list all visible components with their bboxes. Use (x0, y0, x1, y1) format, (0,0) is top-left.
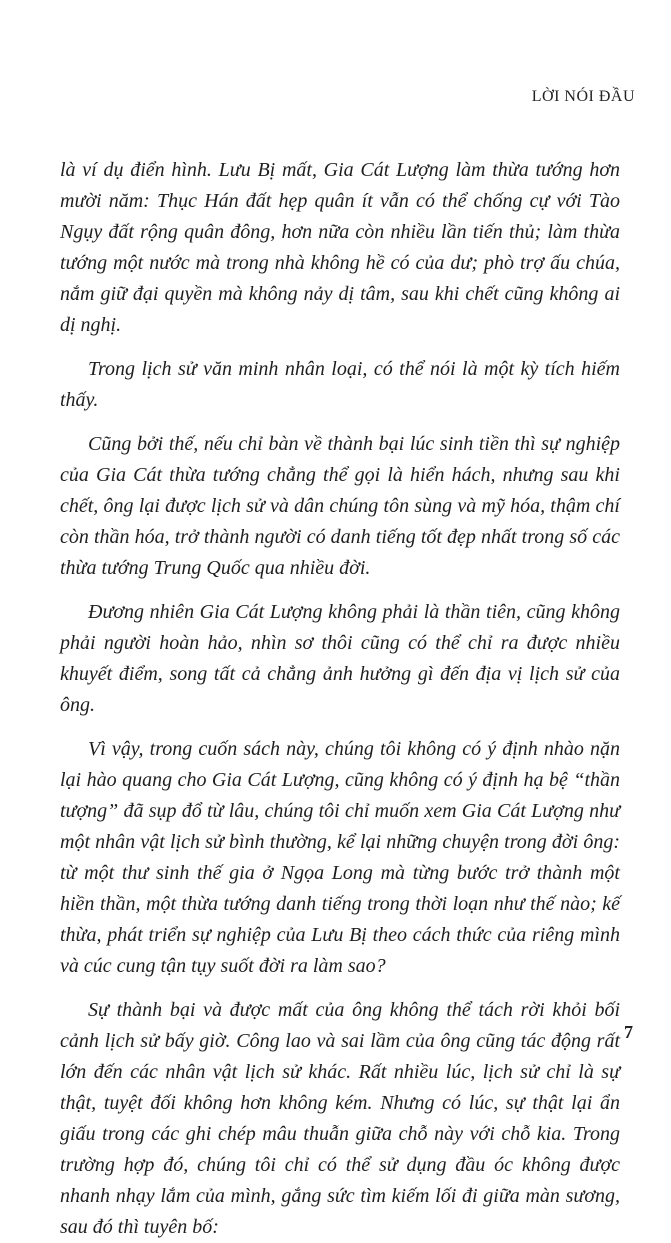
paragraph: Cũng bởi thế, nếu chỉ bàn về thành bại lúc sinh tiền thì sự nghiệp của Gia Cát thừa tướng chẳng thể gọi là hiển hách, nhưng sau khi chết, ông lại được lịch sử và dân chúng tôn sùng và mỹ hóa, thậm chí còn thần hóa, trở thành người có danh tiếng tốt đẹp nhất trong số các thừa tướng Trung Quốc qua nhiều đời. (60, 433, 620, 579)
paragraph: Đương nhiên Gia Cát Lượng không phải là thần tiên, cũng không phải người hoàn hảo, nhìn sơ thôi cũng có thể chỉ ra được nhiều khuyết điểm, song tất cả chẳng ảnh hưởng gì đến địa vị lịch sử của ông. (60, 601, 620, 716)
paragraph: Sự thành bại và được mất của ông không thể tách rời khỏi bối cảnh lịch sử bấy giờ. Công lao và sai lầm của ông cũng tác động rất lớn đến các nhân vật lịch sử khác. Rất nhiều lúc, lịch sử chỉ là sự thật, tuyệt đối không hơn không kém. Nhưng có lúc, sự thật lại ẩn giấu trong các ghi chép mâu thuẫn giữa chỗ này với chỗ kia. Trong trường hợp đó, chúng tôi chỉ có thể sử dụng đầu óc không được nhanh nhạy lắm của mình, gắng sức tìm kiếm lối đi giữa màn sương, sau đó thì tuyên bố: (60, 999, 620, 1238)
page-number: 7 (624, 1022, 633, 1042)
paragraph-continued: là ví dụ điển hình. Lưu Bị mất, Gia Cát Lượng làm thừa tướng hơn mười năm: Thục Hán đất hẹp quân ít vẫn có thể chống cự với Tào Ngụy đất rộng quân đông, hơn nữa còn nhiều lần tiến thủ; làm thừa tướng một nước mà trong nhà không hề có của dư; phò trợ ấu chúa, nắm giữ đại quyền mà không nảy dị tâm, sau khi chết cũng không ai dị nghị. (60, 159, 620, 336)
paragraph: Vì vậy, trong cuốn sách này, chúng tôi không có ý định nhào nặn lại hào quang cho Gia Cát Lượng, cũng không có ý định hạ bệ “thần tượng” đã sụp đổ từ lâu, chúng tôi chỉ muốn xem Gia Cát Lượng như một nhân vật lịch sử bình thường, kể lại những chuyện trong đời ông: từ một thư sinh thế gia ở Ngọa Long mà từng bước trở thành một hiền thần, một thừa tướng danh tiếng trong thời loạn như thế nào; kế thừa, phát triển sự nghiệp của Lưu Bị theo cách thức của riêng mình và cúc cung tận tụy suốt đời ra làm sao? (60, 738, 620, 977)
body-text (60, 155, 620, 1243)
paragraph: Trong lịch sử văn minh nhân loại, có thể nói là một kỳ tích hiếm thấy. (60, 358, 620, 411)
running-head: LỜI NÓI ĐẦU (531, 88, 635, 105)
